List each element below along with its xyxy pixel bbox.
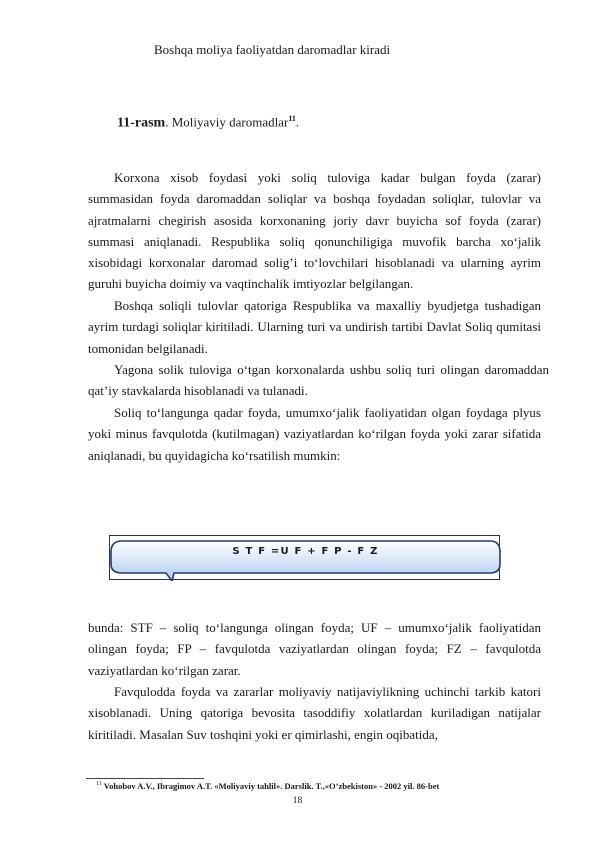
figure-number: 11-rasm: [117, 115, 166, 131]
figure-caption-text: . Moliyaviy daromadlar: [165, 114, 289, 130]
page-number: 18: [292, 796, 303, 806]
paragraph-5: bunda: STF – soliq to‘langunga olingan foyda; UF – umumxo‘jalik faoliyatidan olingan foyda; FP – favqulotda vaziyatlardan olingan foyda; FZ – favqulotda vaziyatlardan ko‘rilgan zarar.: [88, 620, 541, 678]
figure-caption-end: .: [295, 114, 300, 130]
formula-callout-shape: [110, 536, 501, 581]
formula-text: S T F =U F + F P - F Z: [232, 546, 379, 557]
formula-box: [109, 535, 500, 580]
paragraph-1: Korxona xisob foydasi yoki soliq tuloviga kadar bulgan foyda (zarar) summasidan foyda daromaddan soliqlar va boshqa foydadan soliqlar, tulovlar va ajratmalarni chegirish asosida korxonaning joriy davr buyicha sof foyda (zarar) summasi aniqlanadi. Respublika soliq qonunchiligiga muvofik barcha xo‘jalik xisobidagi korxonalar daromad solig’i to‘lovchilari hisoblanadi va ularning ayrim guruhi buyicha doimiy va vaqtinchalik imtiyozlar belgilangan.: [88, 170, 541, 292]
paragraph-2: Boshqa soliqli tulovlar qatoriga Respublika va maxalliy byudjetga tushadigan ayrim turdagi soliqlar kiritiladi. Ularning turi va undirish tartibi Davlat Soliq qumitasi tomonidan belgilanadi.: [88, 298, 541, 356]
paragraph-6: Favqulodda foyda va zararlar moliyaviy natijaviylikning uchinchi tarkib katori xisoblanadi. Uning qatoriga bevosita tasoddifiy xolatlardan kuriladigan natijalar kiritiladi. Masalan Suv toshqini yoki er qimirlashi, engin oqibatida,: [88, 684, 541, 742]
footnote-reference: 11: [288, 114, 296, 123]
footnote-number: 11: [96, 781, 102, 788]
paragraph-4: Soliq to‘langunga qadar foyda, umumxo‘jalik faoliyatidan olgan foydaga plyus yoki minus favqulotda (kutilmagan) vaziyatlardan ko‘rilgan foyda yoki zarar sifatida aniqlanadi, bu quyidagicha ko‘rsatilish mumkin:: [88, 405, 541, 463]
paragraph-3: Yagona solik tuloviga o‘tgan korxonalarda ushbu soliq turi olingan daromaddan qat’iy stavkalarda hisoblanadi va tulanadi.: [88, 362, 549, 399]
footnote-text: Vohobov A.V., Ibragimov A.T. «Moliyaviy tahlil». Darslik. T.,«O’zbekiston» - 2002 yil. 86-bet: [103, 781, 440, 791]
top-text-line: Boshqa moliya faoliyatdan daromadlar kiradi: [154, 42, 391, 57]
figure-caption: [117, 114, 299, 131]
footnote: [96, 781, 439, 791]
footnote-divider: [86, 778, 204, 779]
